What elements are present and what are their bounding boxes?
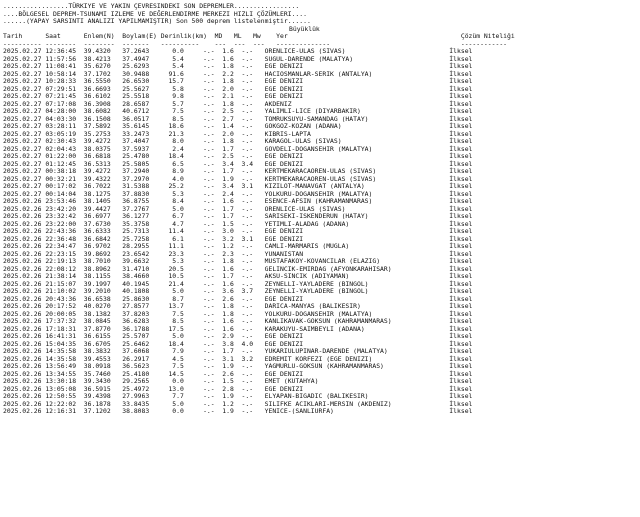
- earthquake-row: 2025.02.26 21:10:02 39.2010 40.1808 5.0 -.- 3.6 3.7 ZEYNELLI-YAYLADERE (BINGOL) İlksel: [3, 287, 473, 295]
- earthquake-row: 2025.02.26 21:15:07 39.1997 40.1945 21.4 -.- 1.6 -.- ZEYNELLI-YAYLADERE (BINGOL) İlksel: [3, 279, 473, 288]
- header-note: ......(YAPAY SARSINTI ANALIZI YAPILMAMIŞTIR) Son 500 deprem listelenmiştir......: [3, 17, 311, 25]
- earthquake-rows: [3, 48, 640, 416]
- earthquake-row: 2025.02.27 00:38:18 39.4272 37.2940 8.9 -.- 1.7 -.- KERTMEKARACAOREN-ULAS (SIVAS) İlksel: [3, 167, 473, 175]
- earthquake-row: 2025.02.26 16:41:31 36.6155 25.5707 5.0 -.- 2.9 -.- EGE DENIZI İlksel: [3, 332, 473, 340]
- earthquake-row: 2025.02.27 11:08:41 35.6270 25.6293 5.4 -.- 1.8 -.- EGE DENIZI İlksel: [3, 62, 473, 70]
- earthquake-row: 2025.02.26 23:42:20 39.4427 37.2767 5.0 -.- 1.7 -.- ORENLICE-ULAS (SIVAS) İlksel: [3, 204, 473, 213]
- column-headers: Tarih Saat Enlem(N) Boylam(E) Derinlik(km) MD ML Mw Yer Çözüm Niteliği: [3, 32, 515, 40]
- earthquake-row: 2025.02.27 11:57:56 38.4213 37.4947 5.4 -.- 1.6 -.- SUGUL-DARENDE (MALATYA) İlksel: [3, 54, 473, 63]
- earthquake-row: 2025.02.26 20:00:05 38.1382 37.8203 7.5 -.- 1.8 -.- YOLKURU-DOGANSEHIR (MALATYA) İlksel: [3, 309, 473, 318]
- earthquake-row: 2025.02.26 13:56:49 38.0918 36.5623 7.5 -.- 1.9 -.- YAGMURLU-GOKSUN (KAHRAMANMARAS) İlksel: [3, 362, 473, 370]
- earthquake-row: 2025.02.26 22:19:13 38.7010 39.6632 5.3 -.- 1.8 -.- MUSTAFAKOY-KOVANCILAR (ELAZIG) İlksel: [3, 257, 473, 265]
- earthquake-row: 2025.02.27 10:58:14 37.1702 30.9488 91.6 -.- 2.2 -.- HACIOSMANLAR-SERIK (ANTALYA) İlksel: [3, 69, 473, 78]
- earthquake-row: 2025.02.26 13:05:08 36.5915 25.4972 13.0 -.- 2.8 -.- EGE DENIZI İlksel: [3, 384, 473, 393]
- earthquake-row: 2025.02.27 03:28:11 37.5892 35.6145 18.6 -.- 1.4 -.- GOKGOZ-KOZAN (ADANA) İlksel: [3, 122, 473, 130]
- earthquake-row: 2025.02.26 22:36:48 36.6842 25.7258 6.1 -.- 3.2 3.1 EGE DENIZI İlksel: [3, 234, 473, 243]
- earthquake-row: 2025.02.27 12:36:45 39.4320 37.2643 0.0 -.- 1.6 -.- ORENLICE-ULAS (SIVAS) İlksel: [3, 47, 473, 55]
- earthquake-row: 2025.02.26 17:37:32 38.0845 36.6283 8.5 -.- 1.6 -.- KANLIKAVAK-GOKSUN (KAHRAMANMARAS) İlksel: [3, 317, 473, 325]
- earthquake-row: 2025.02.26 21:38:14 38.1155 38.4660 10.5 -.- 1.7 -.- AKSU-SINCIK (ADIYAMAN) İlksel: [3, 272, 473, 280]
- earthquake-row: 2025.02.26 14:35:58 39.4553 26.2917 4.5 -.- 3.1 3.2 EDREMIT KORFEZI (EGE DENIZI) İlksel: [3, 354, 473, 363]
- earthquake-row: 2025.02.26 12:22:02 36.1878 33.8435 5.0 -.- 1.2 -.- SILIFKE ACIKLARI-MERSIN (AKDENIZ) İlksel: [3, 399, 473, 408]
- earthquake-row: 2025.02.26 23:32:42 36.6977 36.1277 6.7 -.- 1.7 -.- SARISEKI-ISKENDERUN (HATAY) İlksel: [3, 212, 473, 220]
- header-title: .................TÜRKIYE VE YAKIN ÇEVRESINDEKI SON DEPREMLER.................: [3, 2, 300, 10]
- earthquake-row: 2025.02.26 12:50:55 39.4398 27.9963 7.7 -.- 1.9 -.- ELYAPAN-BIGADIC (BALIKESIR) İlksel: [3, 392, 473, 400]
- earthquake-row: 2025.02.27 01:22:00 36.6818 25.4780 18.4 -.- 2.5 -.- EGE DENIZI İlksel: [3, 152, 473, 160]
- earthquake-row: 2025.02.26 22:34:47 36.9702 28.2955 11.1 -.- 1.2 -.- CAMLI-MARMARIS (MUGLA) İlksel: [3, 242, 473, 250]
- earthquake-row: 2025.02.27 10:28:33 36.5550 26.6530 15.7 -.- 1.8 -.- EGE DENIZI İlksel: [3, 77, 473, 85]
- column-dashes: ---------- -------- -------- ------- ---------- --- --- --- -------------- ------------: [3, 39, 508, 48]
- earthquake-row: 2025.02.26 13:30:18 39.3430 29.2565 0.0 -.- 1.5 -.- EMET (KUTAHYA) İlksel: [3, 377, 473, 385]
- earthquake-row: 2025.02.26 14:35:58 38.3832 37.6068 7.9 -.- 1.7 -.- YUKARIULUPINAR-DARENDE (MALATYA) İlksel: [3, 347, 473, 355]
- earthquake-row: 2025.02.27 02:30:43 39.4272 37.4047 8.0 -.- 1.8 -.- KARAGOL-ULAS (SIVAS) İlksel: [3, 137, 473, 145]
- earthquake-row: 2025.02.26 17:18:31 37.8770 36.1788 17.5 -.- 1.6 -.- KARAKUYU-SAIMBEYLI (ADANA) İlksel: [3, 324, 473, 333]
- earthquake-row: 2025.02.27 00:17:02 36.7022 31.5388 25.2 -.- 3.4 3.1 KIZILOT-MANAVGAT (ANTALYA) İlksel: [3, 182, 473, 190]
- earthquake-row: 2025.02.27 02:04:43 38.0375 37.5937 2.4 -.- 1.7 -.- GOVDELI-DOGANSEHIR (MALATYA) İlksel: [3, 144, 473, 153]
- header-subtitle: ....BÖLGESEL DEPREM-TSUNAMI IZLEME VE DEĞERLENDIRME MERKEZI HIZLI ÇÖZÜMLERI....: [3, 9, 307, 18]
- earthquake-row: 2025.02.27 03:05:19 35.2753 33.2473 21.3 -.- 2.0 -.- KIBRIS-LAPTA İlksel: [3, 129, 473, 138]
- earthquake-row: 2025.02.26 22:43:36 36.6333 25.7313 11.4 -.- 3.0 -.- EGE DENIZI İlksel: [3, 227, 473, 235]
- earthquake-row: 2025.02.27 01:12:45 36.5313 25.5805 6.5 -.- 3.4 3.4 EGE DENIZI İlksel: [3, 159, 473, 168]
- earthquake-row: 2025.02.27 00:14:04 38.1275 37.8830 5.3 -.- 2.4 -.- YOLKURU-DOGANSEHIR (MALATYA) İlksel: [3, 189, 473, 198]
- earthquake-row: 2025.02.26 23:53:46 38.1405 36.8755 8.4 -.- 1.6 -.- ESENCE-AFSIN (KAHRAMANMARAS) İlksel: [3, 197, 473, 205]
- earthquake-row: 2025.02.26 15:04:35 36.6705 25.6462 18.4 -.- 3.8 4.0 EGE DENIZI İlksel: [3, 339, 473, 348]
- earthquake-row: 2025.02.26 22:23:15 39.8692 23.6542 23.3 -.- 2.3 -.- YUNANISTAN İlksel: [3, 249, 473, 258]
- earthquake-row: 2025.02.27 07:29:51 36.6693 25.5627 5.8 -.- 2.0 -.- EGE DENIZI İlksel: [3, 84, 473, 93]
- earthquake-row: 2025.02.26 23:22:00 37.6730 35.3758 4.7 -.- 1.5 -.- YETIMLI-ALADAG (ADANA) İlksel: [3, 219, 473, 228]
- earthquake-row: 2025.02.27 04:28:00 38.6082 40.6712 7.5 -.- 2.5 -.- YALIMLI-LICE (DIYARBAKIR) İlksel: [3, 107, 473, 115]
- earthquake-row: 2025.02.26 20:17:52 40.0270 27.8577 13.7 -.- 1.8 -.- DARICA-MANYAS (BALIKESIR) İlksel: [3, 302, 473, 310]
- earthquake-row: 2025.02.27 07:21:45 36.6102 25.5518 9.8 -.- 2.1 -.- EGE DENIZI İlksel: [3, 92, 473, 100]
- magnitude-group-label: Büyüklük: [289, 24, 320, 33]
- earthquake-row: 2025.02.26 22:08:12 38.8962 31.4710 20.5 -.- 1.6 -.- GELINCIK-EMIRDAG (AFYONKARAHISAR) İlksel: [3, 264, 473, 273]
- earthquake-row: 2025.02.26 12:16:31 37.1202 38.8083 0.0 -.- 1.9 -.- YENICE-(SANLIURFA) İlksel: [3, 407, 473, 415]
- earthquake-row: 2025.02.26 13:34:55 35.7460 25.4180 14.5 -.- 2.6 -.- EGE DENIZI İlksel: [3, 369, 473, 378]
- earthquake-row: 2025.02.27 07:17:08 36.3908 28.6587 5.7 -.- 1.8 -.- AKDENIZ İlksel: [3, 99, 473, 108]
- earthquake-row: 2025.02.27 00:32:21 39.4322 37.2970 4.0 -.- 1.9 -.- KERTMEKARACAOREN-ULAS (SIVAS) İlksel: [3, 174, 473, 183]
- earthquake-row: 2025.02.27 04:03:30 36.1508 36.0517 8.5 -.- 2.7 -.- TOMRUKSUYU-SAMANDAG (HATAY) İlksel: [3, 114, 473, 123]
- earthquake-row: 2025.02.26 20:43:36 36.6538 25.8630 8.7 -.- 2.6 -.- EGE DENIZI İlksel: [3, 294, 473, 303]
